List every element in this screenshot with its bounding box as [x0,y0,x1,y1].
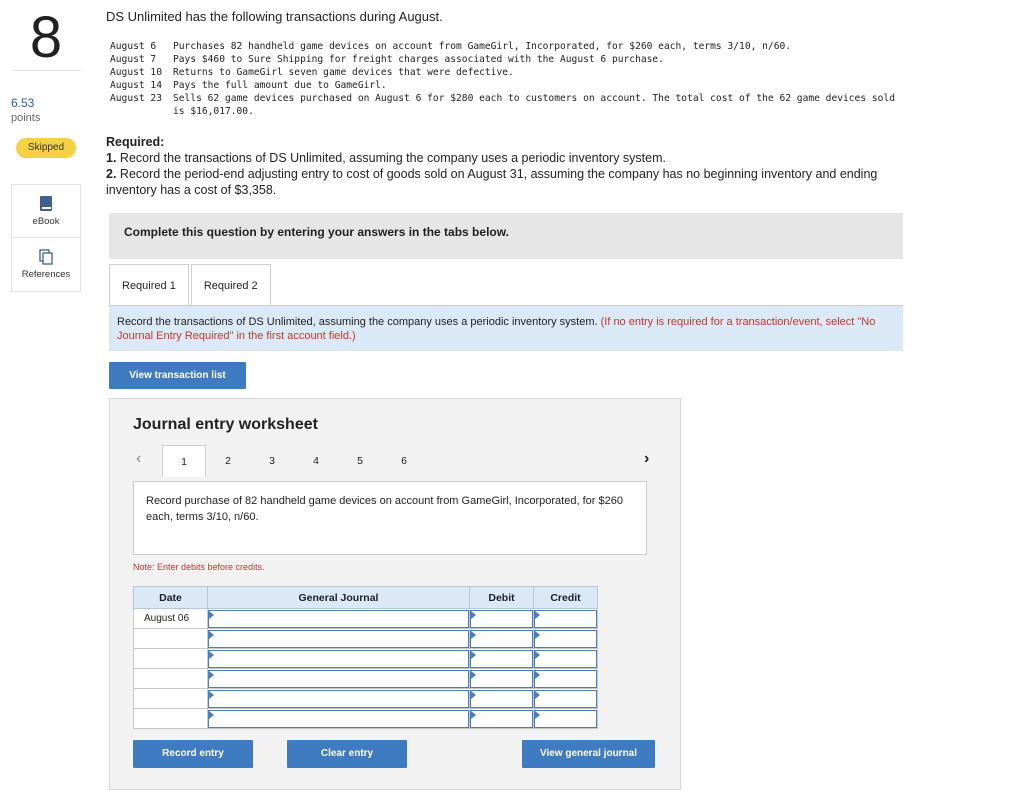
account-input[interactable] [208,710,469,728]
chevron-right-icon[interactable]: › [644,450,650,467]
transaction-row [110,53,898,66]
account-input[interactable] [208,610,469,628]
transaction-row [110,66,898,79]
entry-page-3[interactable]: 3 [269,455,275,467]
instruction-note: (If no entry is required for a transaction/event, select "No Journal Entry Required" in the first account field.) [117,316,876,342]
question-number: 8 [11,5,81,71]
clear-entry-button[interactable]: Clear entry [287,740,407,768]
required-heading: Required: [106,135,165,149]
debit-credit-note: Note: Enter debits before credits. [133,562,265,572]
transaction-date: August 7 [110,54,157,65]
table-row [134,669,598,689]
book-icon [39,195,53,212]
transaction-desc: Pays the full amount due to GameGirl. [173,80,387,91]
table-header [134,587,598,609]
debit-input[interactable] [470,710,533,728]
transaction-desc: Sells 62 game devices purchased on August 6 for $280 each to customers on account. The total cost of the 62 game devices sold is $16,017.00. [173,93,901,117]
col-credit: Credit [534,587,598,609]
entry-page-1[interactable]: 1 [162,445,206,477]
required-section [106,134,906,198]
journal-worksheet [109,398,681,790]
tab-required-1[interactable]: Required 1 [109,264,189,306]
credit-input[interactable] [534,690,597,708]
transaction-date: August 10 [110,67,162,78]
worksheet-title: Journal entry worksheet [133,416,318,433]
transaction-row [110,79,898,92]
transaction-date: August 23 [110,93,162,104]
instruction-text: Record the transactions of DS Unlimited, assuming the company uses a periodic inventory system. [117,316,601,328]
transaction-date: August 14 [110,80,162,91]
transaction-desc: Purchases 82 handheld game devices on account from GameGirl, Incorporated, for $260 each, terms 3/10, n/60. [173,41,792,52]
resources-panel [11,184,81,292]
col-date: Date [134,587,208,609]
credit-input[interactable] [534,670,597,688]
date-cell [134,689,208,709]
entry-pager [132,445,662,477]
instruction-box [109,306,903,351]
points-label: points [11,112,41,124]
transaction-desc: Returns to GameGirl seven game devices that were defective. [173,67,514,78]
ebook-label: eBook [32,216,60,227]
entry-page-2[interactable]: 2 [225,455,231,467]
record-entry-button[interactable]: Record entry [133,740,253,768]
transaction-desc: Pays $460 to Sure Shipping for freight charges associated with the August 6 purchase. [173,54,664,65]
points-value: 6.53 [11,96,35,110]
req1-text: Record the transactions of DS Unlimited, assuming the company uses a periodic inventory system. [116,151,666,165]
debit-input[interactable] [470,630,533,648]
view-transaction-list-button[interactable]: View transaction list [109,362,246,389]
documents-icon [39,249,53,265]
complete-banner: Complete this question by entering your answers in the tabs below. [109,213,903,259]
table-row [134,649,598,669]
view-general-journal-button[interactable]: View general journal [522,740,655,768]
transaction-row [110,40,898,53]
date-cell: August 06 [134,609,208,629]
status-badge: Skipped [16,138,76,158]
debit-input[interactable] [470,650,533,668]
chevron-left-icon[interactable]: ‹ [136,450,142,467]
col-debit: Debit [470,587,534,609]
date-cell [134,649,208,669]
account-input[interactable] [208,690,469,708]
entry-page-4[interactable]: 4 [313,455,319,467]
req2-number: 2. [106,167,117,181]
debit-input[interactable] [470,610,533,628]
journal-table [133,586,598,729]
credit-input[interactable] [534,630,597,648]
tab-bar [109,264,273,306]
entry-page-5[interactable]: 5 [357,455,363,467]
entry-page-6[interactable]: 6 [401,455,407,467]
date-cell [134,629,208,649]
transaction-date: August 6 [110,41,157,52]
table-row [134,629,598,649]
date-cell [134,669,208,689]
entry-description: Record purchase of 82 handheld game devices on account from GameGirl, Incorporated, for $260 each, terms 3/10, n/60. [133,481,647,555]
account-input[interactable] [208,650,469,668]
divider [12,237,80,238]
date-cell [134,709,208,729]
req2-text: Record the period-end adjusting entry to cost of goods sold on August 31, assuming the company has no beginning inventory and ending inventory has a cost of $3,358. [106,167,878,197]
table-row [134,689,598,709]
credit-input[interactable] [534,710,597,728]
col-general-journal: General Journal [208,587,470,609]
table-row [134,709,598,729]
credit-input[interactable] [534,650,597,668]
req1-number: 1. [106,151,117,165]
references-button[interactable] [12,249,80,280]
debit-input[interactable] [470,670,533,688]
ebook-button[interactable] [12,195,80,227]
problem-intro: DS Unlimited has the following transactions during August. [106,9,443,24]
credit-input[interactable] [534,610,597,628]
tab-required-2[interactable]: Required 2 [191,264,271,306]
account-input[interactable] [208,630,469,648]
table-row [134,609,598,629]
references-label: References [21,269,71,280]
debit-input[interactable] [470,690,533,708]
transaction-row [110,92,901,118]
transaction-list [110,40,901,118]
account-input[interactable] [208,670,469,688]
